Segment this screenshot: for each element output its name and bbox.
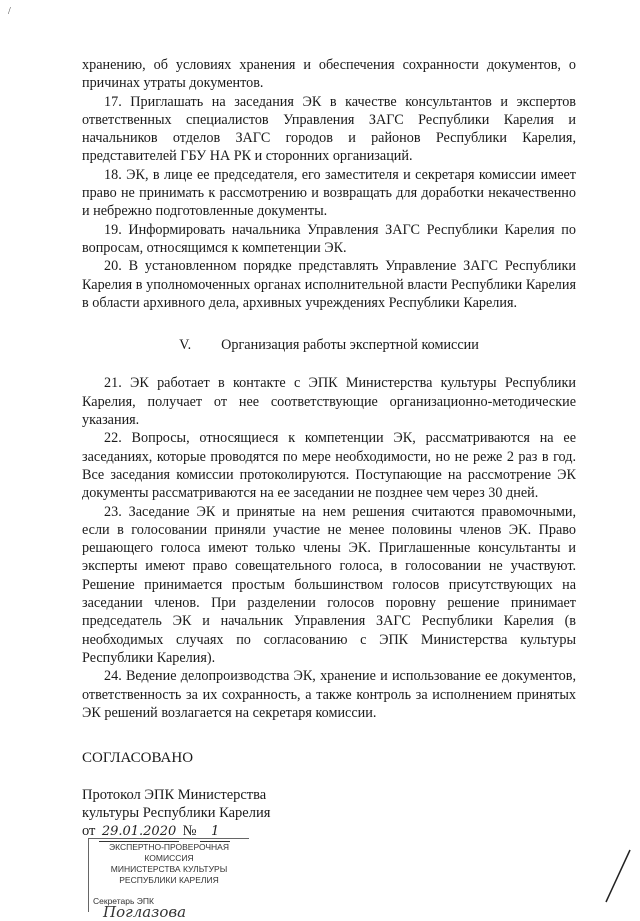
handwritten-signature: Поглазова (103, 903, 187, 921)
paragraph: 19. Информировать начальника Управления ЗАГС Республики Карелия по вопросам, относящимся к компетенции ЭК. (82, 221, 576, 256)
paragraph: 24. Ведение делопроизводства ЭК, хранение и использование ее документов, ответственность за их сохранность, а также контроль за исполнением принятых ЭК решений возлагается на секретаря комиссии. (82, 668, 576, 721)
paragraph: 17. Приглашать на заседания ЭК в качестве консультантов и экспертов ответственных специалистов Управления ЗАГС Республики Карелия и начальников отделов ЗАГС городов и районов Республики Карелия, представителей ГБУ НА РК и сторонних организаций. (82, 93, 576, 165)
commission-stamp (88, 838, 249, 921)
paragraph: 18. ЭК, в лице ее председателя, его заместителя и секретаря комиссии имеет право не принимать к рассмотрению и возвращать для доработки некачественно и небрежно подготовленные документы. (82, 166, 576, 220)
pen-stroke-mark (600, 848, 636, 904)
paragraph: хранению, об условиях хранения и обеспечения сохранности документов, о причинах утраты документов. (82, 57, 576, 92)
number-label: № (182, 823, 197, 839)
stamp-line: РЕСПУБЛИКИ КАРЕЛИЯ (119, 875, 219, 885)
handwritten-number: 1 (200, 823, 230, 842)
paragraph: 23. Заседание ЭК и принятые на нем решения считаются правомочными, если в голосовании приняли участие не менее половины членов ЭК. Право решающего голоса имеют только члены ЭК. Приглашенные консультанты и эксперты имеют право совещательного голоса, в голосовании не участвуют. Решение принимается простым большинством голосов присутствующих на заседании членов. При разделении голосов поровну решение принимает председатель ЭК и начальник Управления ЗАГС Республики Карелия (в необходимых случаях по согласованию с ЭПК Министерства культуры Республики Карелия). (82, 503, 576, 666)
protocol-block (82, 786, 270, 842)
handwritten-date: 29.01.2020 (99, 823, 179, 842)
section-title: Организация работы экспертной комиссии (221, 337, 479, 354)
protocol-line: Протокол ЭПК Министерства (82, 787, 267, 803)
protocol-line: культуры Республики Карелия (82, 805, 271, 821)
document-body (82, 56, 576, 722)
stamp-line: МИНИСТЕРСТВА КУЛЬТУРЫ (110, 864, 228, 874)
from-label: от (82, 823, 96, 839)
paragraph: 20. В установленном порядке представлять Управление ЗАГС Республики Карелия в уполномоченных органах исполнительной власти Республики Карелия в области архивного дела, архивных учреждениях Республики Карелия. (82, 258, 576, 311)
paragraph: 22. Вопросы, относящиеся к компетенции ЭК, рассматриваются на ее заседаниях, которые проводятся по мере необходимости, но не реже 2 раз в год. Все заседания комиссии протоколируются. Поступающие на рассмотрение ЭК документы рассматриваются на ее заседании не позднее чем через 30 дней. (82, 430, 576, 502)
approval-heading: СОГЛАСОВАНО (82, 750, 194, 766)
section-number: V. (179, 337, 192, 354)
stamp-secretary-row (89, 896, 249, 920)
secretary-label: Секретарь ЭПК (93, 896, 154, 906)
stamp-line: ЭКСПЕРТНО-ПРОВЕРОЧНАЯ КОМИССИЯ (108, 842, 229, 863)
paragraph: 21. ЭК работает в контакте с ЭПК Министерства культуры Республики Карелия, получает от нее соответствующие организационно-методические указания. (82, 375, 576, 429)
corner-mark: / (8, 6, 11, 17)
section-heading (82, 336, 576, 354)
